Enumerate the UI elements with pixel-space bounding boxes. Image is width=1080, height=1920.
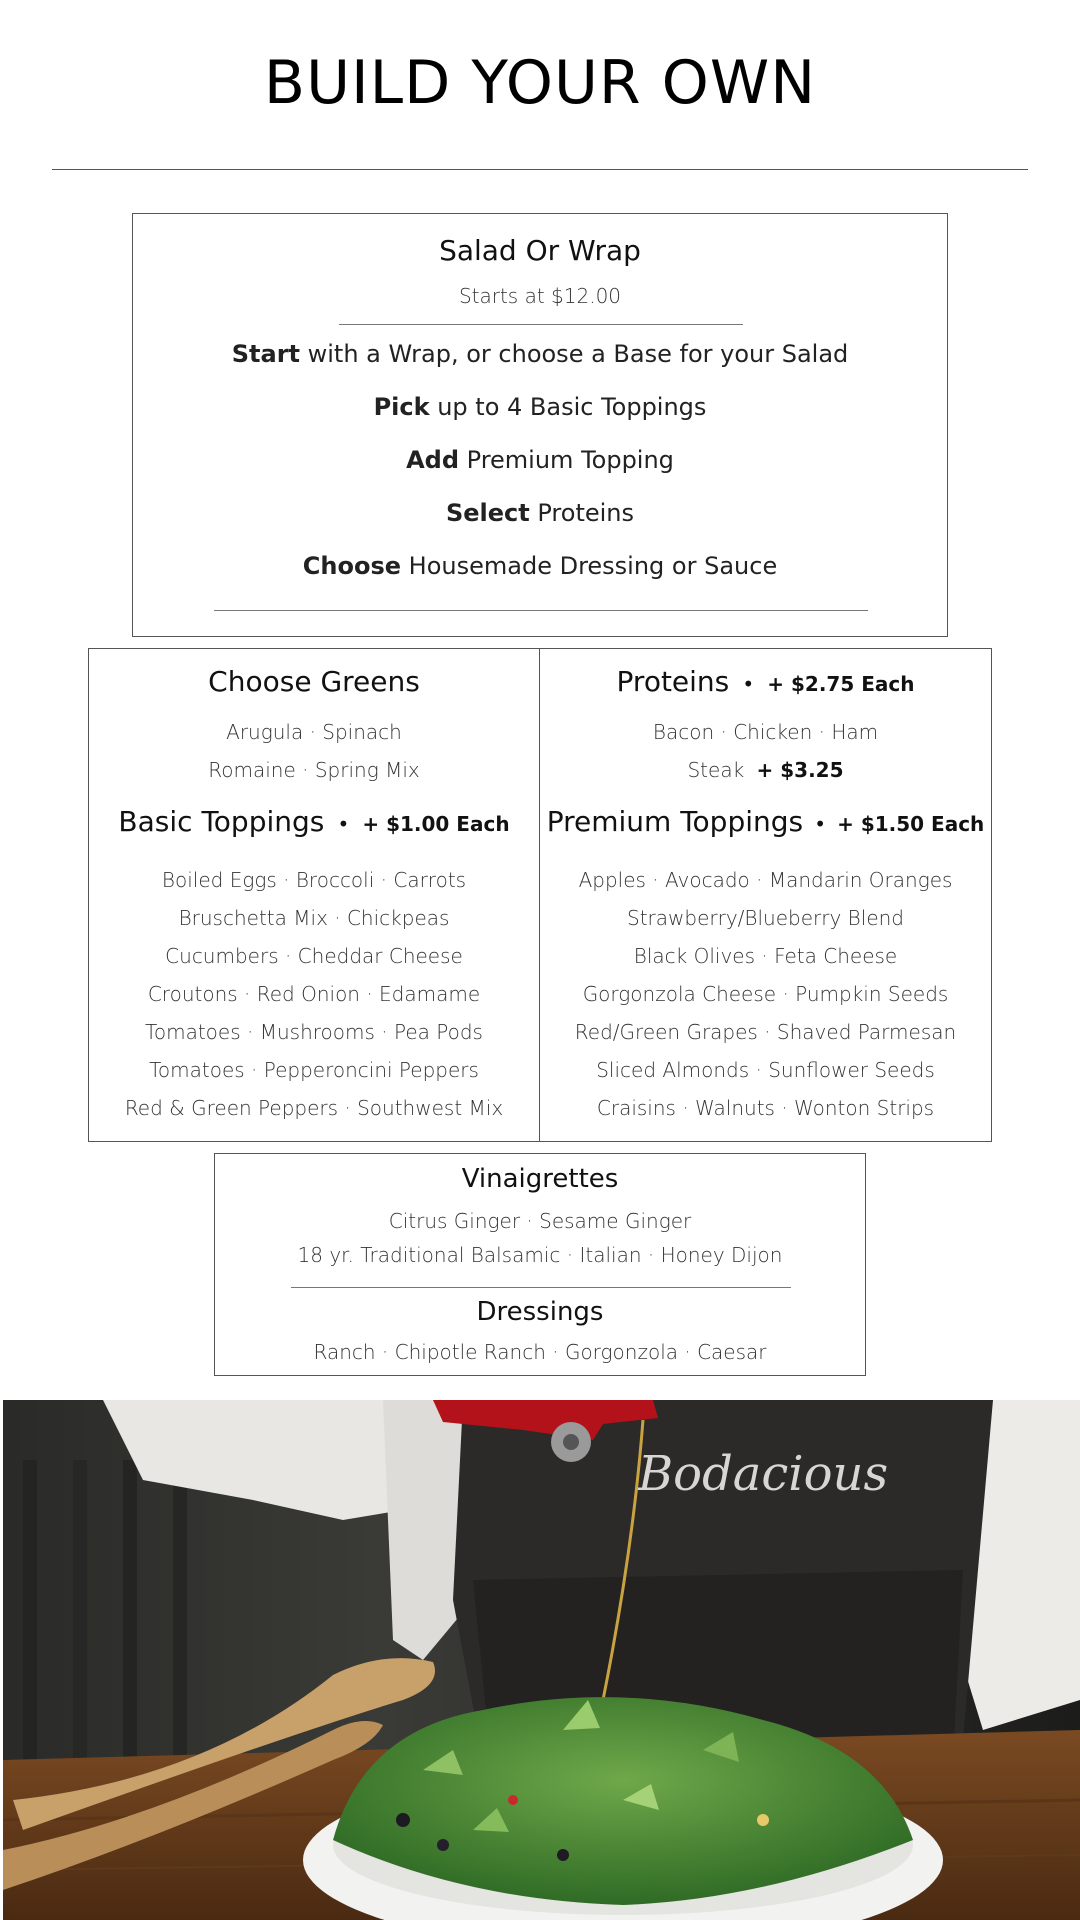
salad-or-wrap-heading: Salad Or Wrap — [439, 234, 641, 267]
premium-toppings-line: Apples · Avocado · Mandarin Oranges — [578, 868, 953, 892]
vinaigrettes-line: Citrus Ginger · Sesame Ginger — [388, 1209, 692, 1233]
bullet: • — [337, 812, 350, 836]
bullet: • — [814, 812, 826, 836]
intro-divider — [339, 324, 743, 325]
steak-label: Steak — [687, 758, 745, 782]
starts-at-price: Starts at $12.00 — [458, 284, 622, 308]
salad-or-wrap-box — [132, 213, 948, 637]
basic-toppings-price: + $1.00 Each — [362, 812, 510, 836]
dressings-divider — [291, 1287, 791, 1288]
salad-photo-illustration — [3, 1400, 1080, 1920]
page-title: BUILD YOUR OWN — [263, 48, 817, 118]
step-start: Start with a Wrap, or choose a Base for your Salad — [231, 340, 849, 368]
proteins-price: + $2.75 Each — [767, 672, 915, 696]
step-pick: Pick up to 4 Basic Toppings — [373, 393, 707, 421]
premium-toppings-heading: Premium Toppings — [546, 805, 804, 838]
apron-logo: Bodacious — [637, 1446, 889, 1502]
step-select: Select Proteins — [445, 499, 635, 527]
bullet: • — [742, 672, 755, 696]
premium-toppings-line: Gorgonzola Cheese · Pumpkin Seeds — [582, 982, 949, 1006]
dressings-box — [214, 1153, 866, 1376]
basic-toppings-line: Tomatoes · Pepperoncini Peppers — [149, 1058, 479, 1082]
premium-toppings-price: + $1.50 Each — [837, 812, 985, 836]
premium-toppings-line: Black Olives · Feta Cheese — [633, 944, 898, 968]
intro-bottom-divider — [214, 610, 868, 611]
greens-and-basic-toppings-box — [88, 648, 540, 1142]
basic-toppings-line: Croutons · Red Onion · Edamame — [147, 982, 481, 1006]
proteins-and-premium-toppings-box — [539, 648, 992, 1142]
vinaigrettes-heading: Vinaigrettes — [461, 1164, 619, 1194]
premium-toppings-line: Sliced Almonds · Sunflower Seeds — [596, 1058, 935, 1082]
proteins-heading: Proteins — [616, 665, 730, 698]
basic-toppings-line: Red & Green Peppers · Southwest Mix — [124, 1096, 504, 1120]
basic-toppings-line: Bruschetta Mix · Chickpeas — [178, 906, 450, 930]
greens-heading: Choose Greens — [208, 665, 420, 698]
premium-toppings-header — [540, 805, 991, 838]
premium-toppings-line: Strawberry/Blueberry Blend — [627, 906, 904, 930]
greens-line: Romaine · Spring Mix — [208, 758, 420, 782]
basic-toppings-line: Tomatoes · Mushrooms · Pea Pods — [145, 1020, 483, 1044]
basic-toppings-header — [89, 805, 539, 838]
basic-toppings-heading: Basic Toppings — [118, 805, 325, 838]
steak-price: + $3.25 — [756, 758, 844, 782]
proteins-line: Bacon · Chicken · Ham — [652, 720, 879, 744]
salad-photo — [3, 1400, 1080, 1920]
premium-toppings-line: Craisins · Walnuts · Wonton Strips — [596, 1096, 935, 1120]
dressings-line: Ranch · Chipotle Ranch · Gorgonzola · Caesar — [313, 1340, 767, 1364]
steak-line — [540, 758, 991, 782]
vinaigrettes-line: 18 yr. Traditional Balsamic · Italian · Honey Dijon — [297, 1243, 783, 1267]
premium-toppings-line: Red/Green Grapes · Shaved Parmesan — [574, 1020, 957, 1044]
greens-line: Arugula · Spinach — [226, 720, 402, 744]
step-choose: Choose Housemade Dressing or Sauce — [302, 552, 778, 580]
proteins-header — [540, 665, 991, 698]
title-divider — [52, 169, 1028, 170]
step-add: Add Premium Topping — [406, 446, 674, 474]
basic-toppings-line: Cucumbers · Cheddar Cheese — [165, 944, 463, 968]
basic-toppings-line: Boiled Eggs · Broccoli · Carrots — [161, 868, 467, 892]
dressings-heading: Dressings — [476, 1297, 604, 1327]
